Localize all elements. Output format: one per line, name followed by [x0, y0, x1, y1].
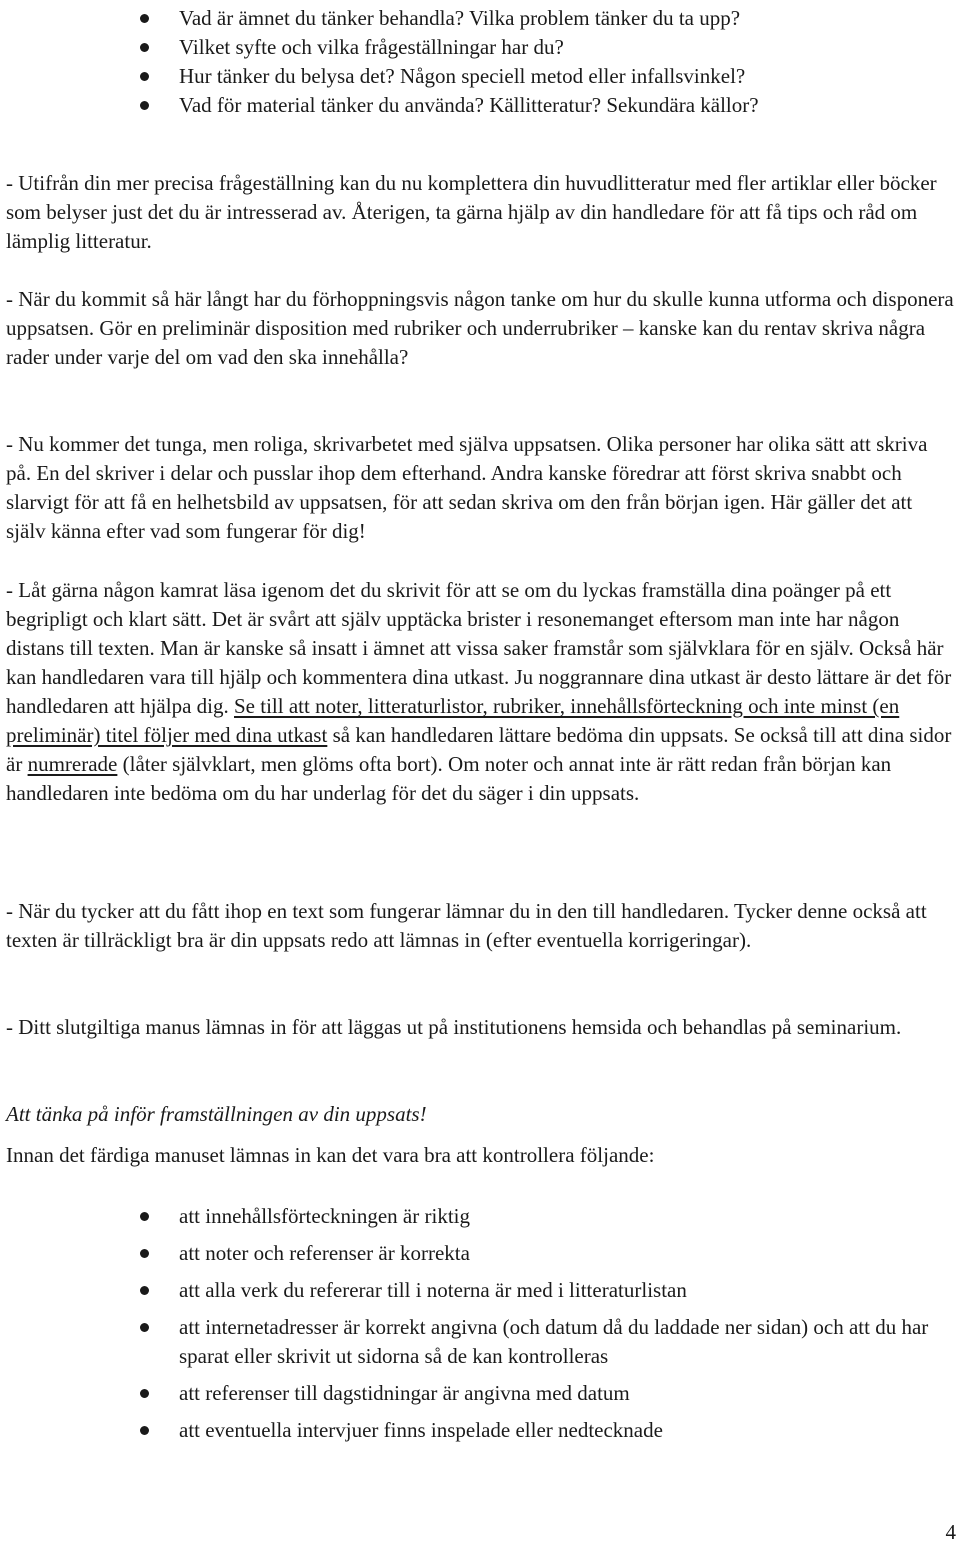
bullet-icon	[140, 101, 149, 110]
paragraph-disposition: - När du kommit så här långt har du förhoppningsvis någon tanke om hur du skulle kunna utforma och disponera uppsatsen. Gör en preliminär disposition med rubriker och underrubriker – kanske kan du rentav skriva några rader under varje del om vad den ska innehålla?	[6, 287, 954, 369]
underlined-instruction: Se till att noter, litteraturlistor, rubriker, innehållsförteckning och inte minst (en preliminär) titel följer med dina utkast	[6, 694, 900, 747]
paragraph-literature: - Utifrån din mer precisa frågeställning kan du nu komplettera din huvudlitteratur med fler artiklar eller böcker som belyser just det du är intresserad av. Återigen, ta gärna hjälp av din handledare för att få tips och råd om lämplig litteratur.	[6, 171, 937, 253]
list-item: att referenser till dagstidningar är angivna med datum	[0, 1379, 960, 1408]
bullet-icon	[140, 1212, 149, 1221]
list-item: Hur tänker du belysa det? Någon speciell metod eller infallsvinkel?	[0, 62, 960, 91]
underlined-word: numrerade	[27, 752, 118, 776]
bullet-icon	[140, 1426, 149, 1435]
bullet-icon	[140, 43, 149, 52]
bullet-icon	[140, 1389, 149, 1398]
checklist	[0, 1202, 960, 1453]
bullet-icon	[140, 1249, 149, 1258]
paragraph-feedback: - Låt gärna någon kamrat läsa igenom det du skrivit för att se om du lyckas framställa dina poänger på ett begripligt och klart sätt. Det är svårt att själv upptäcka brister i resonemanget eftersom man inte har någon distans till texten. Man är kanske så insatt i ämnet att vissa saker framstår som självklara för en själv. Också här kan handledaren vara till hjälp och kommentera dina utkast. Ju noggrannare dina utkast är desto lättare är det för handledaren att hjälpa dig. Se till att noter, litteraturlistor, rubriker, innehållsförteckning och inte minst (en preliminär) titel följer med dina utkast så kan handledaren lättare bedöma din uppsats. Se också till att dina sidor är numrerade (låter självklart, men glöms ofta bort). Om noter och annat inte är rätt redan från början kan handledaren inte bedöma om du har underlag för det du säger i din uppsats.	[6, 578, 952, 805]
paragraph-submission: - När du tycker att du fått ihop en text som fungerar lämnar du in den till handledaren. Tycker denne också att texten är tillräckligt bra är din uppsats redo att lämnas in (efter eventuella korrigeringar).	[6, 899, 927, 952]
list-item: Vad är ämnet du tänker behandla? Vilka problem tänker du ta upp?	[0, 4, 960, 33]
bullet-icon	[140, 1286, 149, 1295]
bullet-icon	[140, 14, 149, 23]
list-item: att eventuella intervjuer finns inspelade eller nedtecknade	[0, 1416, 960, 1445]
intro-text: Innan det färdiga manuset lämnas in kan det vara bra att kontrollera följande:	[6, 1143, 655, 1167]
bullet-icon	[140, 72, 149, 81]
list-item: att alla verk du refererar till i noterna är med i litteraturlistan	[0, 1276, 960, 1305]
page-number: 4	[945, 1520, 956, 1544]
paragraph-writing: - Nu kommer det tunga, men roliga, skrivarbetet med själva uppsatsen. Olika personer har olika sätt att skriva på. En del skriver i delar och pusslar ihop dem efterhand. Andra kanske föredrar att först skriva snabbt och slarvigt för att få en helhetsbild av uppsatsen, för att sedan skriva om den från början igen. Här gäller det att själv känna efter vad som fungerar för dig!	[6, 432, 928, 543]
question-list	[0, 4, 960, 120]
list-item: Vad för material tänker du använda? Källitteratur? Sekundära källor?	[0, 91, 960, 120]
list-item: att noter och referenser är korrekta	[0, 1239, 960, 1268]
list-item: att innehållsförteckningen är riktig	[0, 1202, 960, 1231]
bullet-icon	[140, 1323, 149, 1332]
section-heading: Att tänka på inför framställningen av din uppsats!	[6, 1102, 427, 1126]
paragraph-final-manuscript: - Ditt slutgiltiga manus lämnas in för att läggas ut på institutionens hemsida och behandlas på seminarium.	[6, 1015, 902, 1039]
list-item: Vilket syfte och vilka frågeställningar har du?	[0, 33, 960, 62]
list-item: att internetadresser är korrekt angivna (och datum då du laddade ner sidan) och att du har sparat eller skrivit ut sidorna så de kan kontrolleras	[0, 1313, 960, 1371]
